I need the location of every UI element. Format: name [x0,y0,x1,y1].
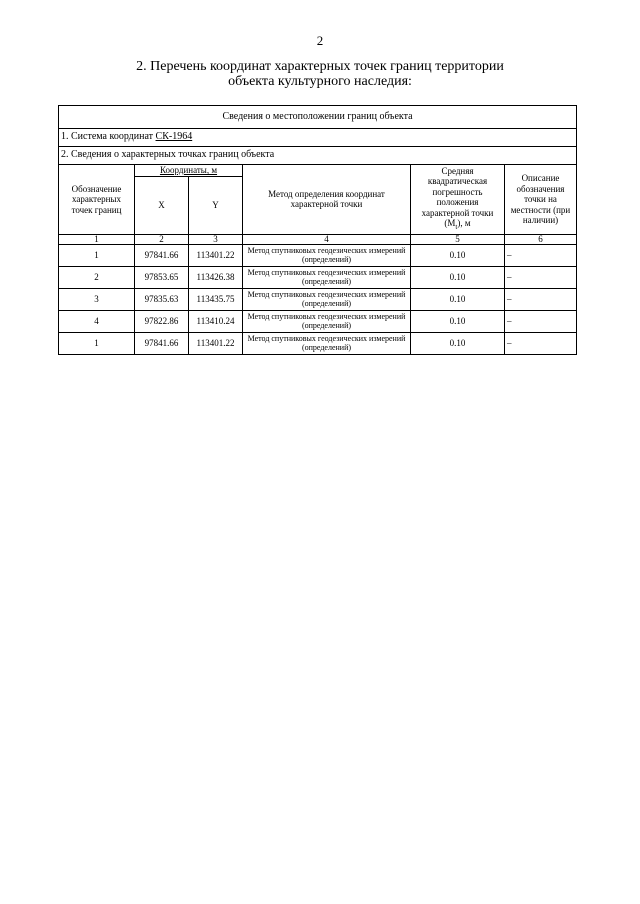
column-number: 3 [189,234,243,244]
x-cell: 97841.66 [135,244,189,266]
table-row [59,244,577,266]
page-number: 2 [316,33,324,48]
header-y: Y [189,176,243,234]
y-cell: 113426.38 [189,266,243,288]
method-cell: Метод спутниковых геодезических измерений (определений) [243,288,411,310]
table-row [59,266,577,288]
column-number: 5 [411,234,505,244]
coordinate-system-row [59,129,577,147]
y-cell: 113401.22 [189,244,243,266]
header-description: Описание обозначения точки на местности (при наличии) [505,165,577,235]
y-cell: 113401.22 [189,332,243,354]
table-heading: Сведения о местоположении границ объекта [59,106,577,129]
point-cell: 4 [59,310,135,332]
error-cell: 0.10 [411,310,505,332]
point-cell: 2 [59,266,135,288]
column-number: 1 [59,234,135,244]
coordinate-system-label: 1. Система координат [61,131,156,143]
title-line-1: 2. Перечень координат характерных точек границ территории [136,59,504,74]
table-row [59,310,577,332]
method-cell: Метод спутниковых геодезических измерений (определений) [243,244,411,266]
document-title [0,59,640,89]
header-x: X [135,176,189,234]
table-row [59,288,577,310]
description-cell: – [505,332,577,354]
description-cell: – [505,288,577,310]
header-method: Метод определения координат характерной точки [243,165,411,235]
point-cell: 3 [59,288,135,310]
method-cell: Метод спутниковых геодезических измерений (определений) [243,266,411,288]
description-cell: – [505,244,577,266]
x-cell: 97822.86 [135,310,189,332]
table-row [59,332,577,354]
error-cell: 0.10 [411,332,505,354]
x-cell: 97835.63 [135,288,189,310]
title-line-2: объекта культурного наследия: [228,74,412,89]
coordinates-table [58,105,577,355]
x-cell: 97853.65 [135,266,189,288]
method-cell: Метод спутниковых геодезических измерений (определений) [243,332,411,354]
header-error: Средняя квадратическая погрешность положения характерной точки $(M_t)$, м [411,165,505,235]
y-cell: 113435.75 [189,288,243,310]
column-number: 2 [135,234,189,244]
coordinate-system-name: СК-1964 [155,131,193,143]
error-cell: 0.10 [411,244,505,266]
column-number-row [59,234,577,244]
description-cell: – [505,310,577,332]
column-number: 6 [505,234,577,244]
error-cell: 0.10 [411,288,505,310]
method-cell: Метод спутниковых геодезических измерений (определений) [243,310,411,332]
column-number: 4 [243,234,411,244]
header-coordinates: Координаты, м [135,165,243,177]
description-cell: – [505,266,577,288]
y-cell: 113410.24 [189,310,243,332]
header-point-designation: Обозначение характерных точек границ [59,165,135,235]
error-cell: 0.10 [411,266,505,288]
points-section-heading: 2. Сведения о характерных точках границ объекта [59,147,577,165]
point-cell: 1 [59,244,135,266]
x-cell: 97841.66 [135,332,189,354]
point-cell: 1 [59,332,135,354]
